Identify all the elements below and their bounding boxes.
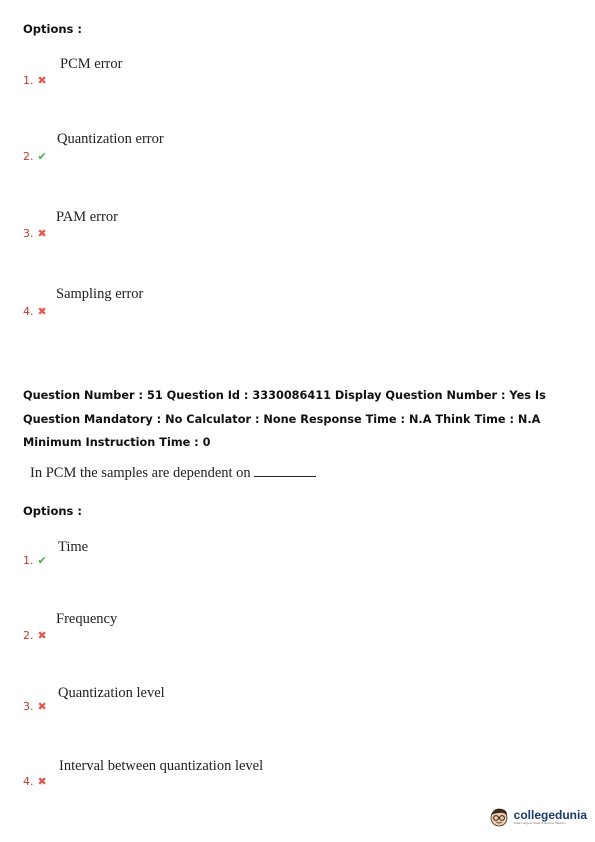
option-text: Quantization level <box>58 685 165 701</box>
answer-blank <box>254 466 316 477</box>
option-number: 2. ✖ <box>23 629 47 642</box>
option-number: 3. ✖ <box>23 700 47 713</box>
option-text: Sampling error <box>56 286 144 302</box>
cross-icon: ✖ <box>37 227 47 240</box>
option-text: Time <box>58 539 89 555</box>
collegedunia-logo <box>488 806 587 828</box>
cross-icon: ✖ <box>37 775 47 788</box>
option-text: Interval between quantization level <box>59 758 264 774</box>
options-heading: Options : <box>23 504 82 518</box>
question-text: In PCM the samples are dependent on <box>30 465 316 482</box>
option-number: 1. ✔ <box>23 554 47 567</box>
cross-icon: ✖ <box>37 700 47 713</box>
check-icon: ✔ <box>37 554 47 567</box>
cross-icon: ✖ <box>37 74 47 87</box>
option-text: PCM error <box>60 56 123 72</box>
mascot-icon <box>488 806 510 828</box>
options-heading: Options : <box>23 22 82 36</box>
option-number: 4. ✖ <box>23 775 47 788</box>
option-number: 4. ✖ <box>23 305 47 318</box>
question-info: Question Number : 51 Question Id : 3330086411 Display Question Number : Yes Is Question Mandatory : No Calculator : None Response Time : N.A Think Time : N.A Minimum Instruction Time : 0 <box>23 389 546 449</box>
option-number: 2. ✔ <box>23 150 47 163</box>
logo-tagline: India's largest Student Review Platform <box>513 821 566 825</box>
option-number: 1. ✖ <box>23 74 47 87</box>
option-text: Frequency <box>56 611 118 627</box>
option-text: PAM error <box>56 209 118 225</box>
cross-icon: ✖ <box>37 305 47 318</box>
option-number: 3. ✖ <box>23 227 47 240</box>
logo-name: collegedunia <box>513 808 587 822</box>
cross-icon: ✖ <box>37 629 47 642</box>
check-icon: ✔ <box>37 150 47 163</box>
option-text: Quantization error <box>57 131 164 147</box>
